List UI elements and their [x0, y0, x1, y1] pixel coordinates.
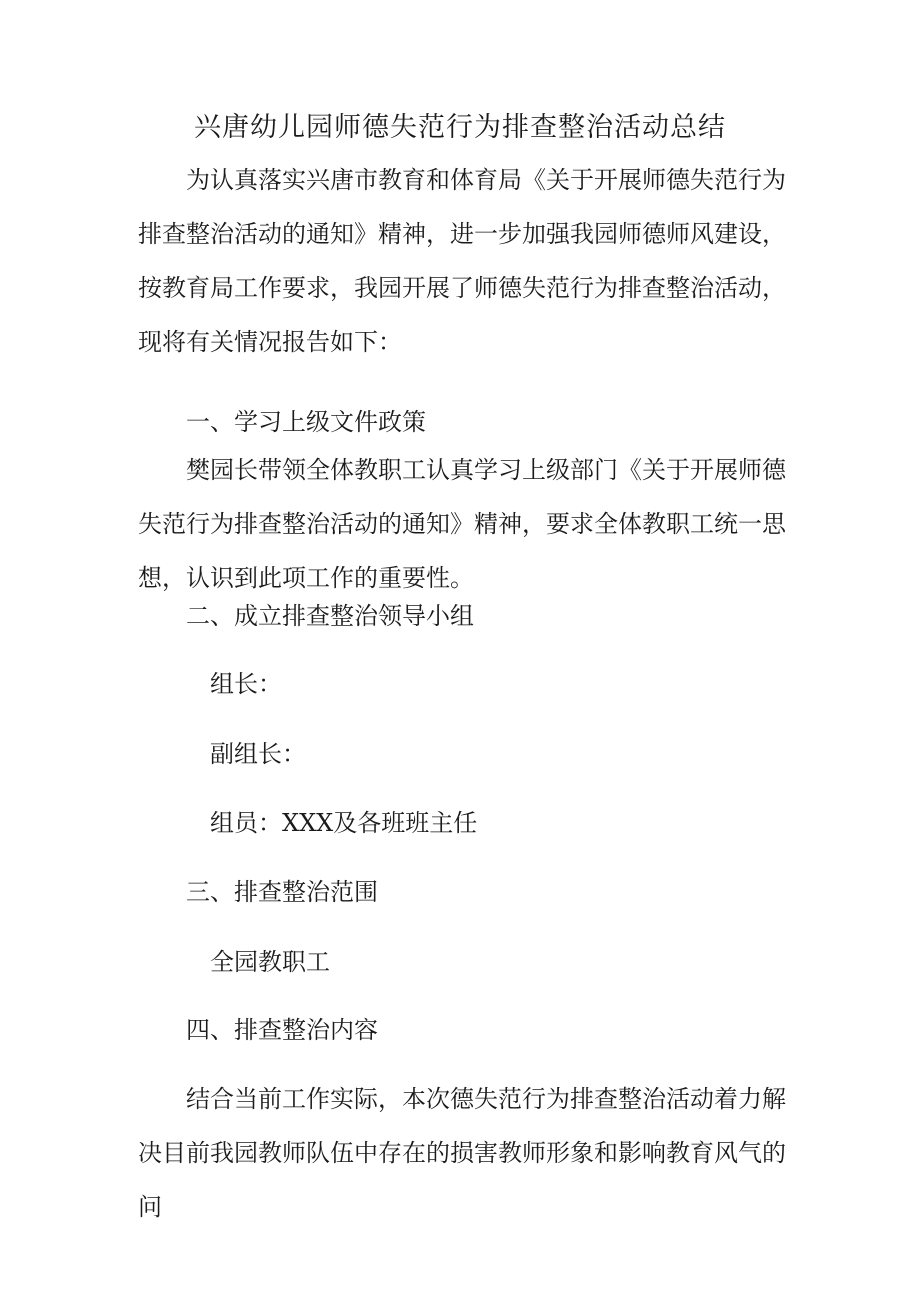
section1-heading: 一、学习上级文件政策: [186, 408, 426, 436]
deputy-leader-line: 副组长：: [210, 740, 306, 768]
members-line: 组员：XXX及各班班主任: [210, 809, 478, 837]
section4-paragraph: 结合当前工作实际，本次德失范行为排查整治活动着力解决目前我园教师队伍中存在的损害教师形象和影响教育风气的问: [138, 1085, 786, 1221]
section2-heading: 二、成立排查整治领导小组: [186, 602, 474, 630]
intro-paragraph: 为认真落实兴唐市教育和体育局《关于开展师德失范行为排查整治活动的通知》精神，进一步加强我园师德师风建设，按教育局工作要求，我园开展了师德失范行为排查整治活动，现将有关情况报告如下：: [138, 166, 786, 356]
section4-heading: 四、排查整治内容: [186, 1016, 378, 1044]
section1-paragraph: 樊园长带领全体教职工认真学习上级部门《关于开展师德失范行为排查整治活动的通知》精神，要求全体教职工统一思想，认识到此项工作的重要性。: [138, 456, 786, 592]
scope-line: 全园教职工: [210, 948, 330, 976]
leader-line: 组长：: [210, 670, 282, 698]
document-title: 兴唐幼儿园师德失范行为排查整治活动总结: [194, 112, 726, 143]
section3-heading: 三、排查整治范围: [186, 878, 378, 906]
